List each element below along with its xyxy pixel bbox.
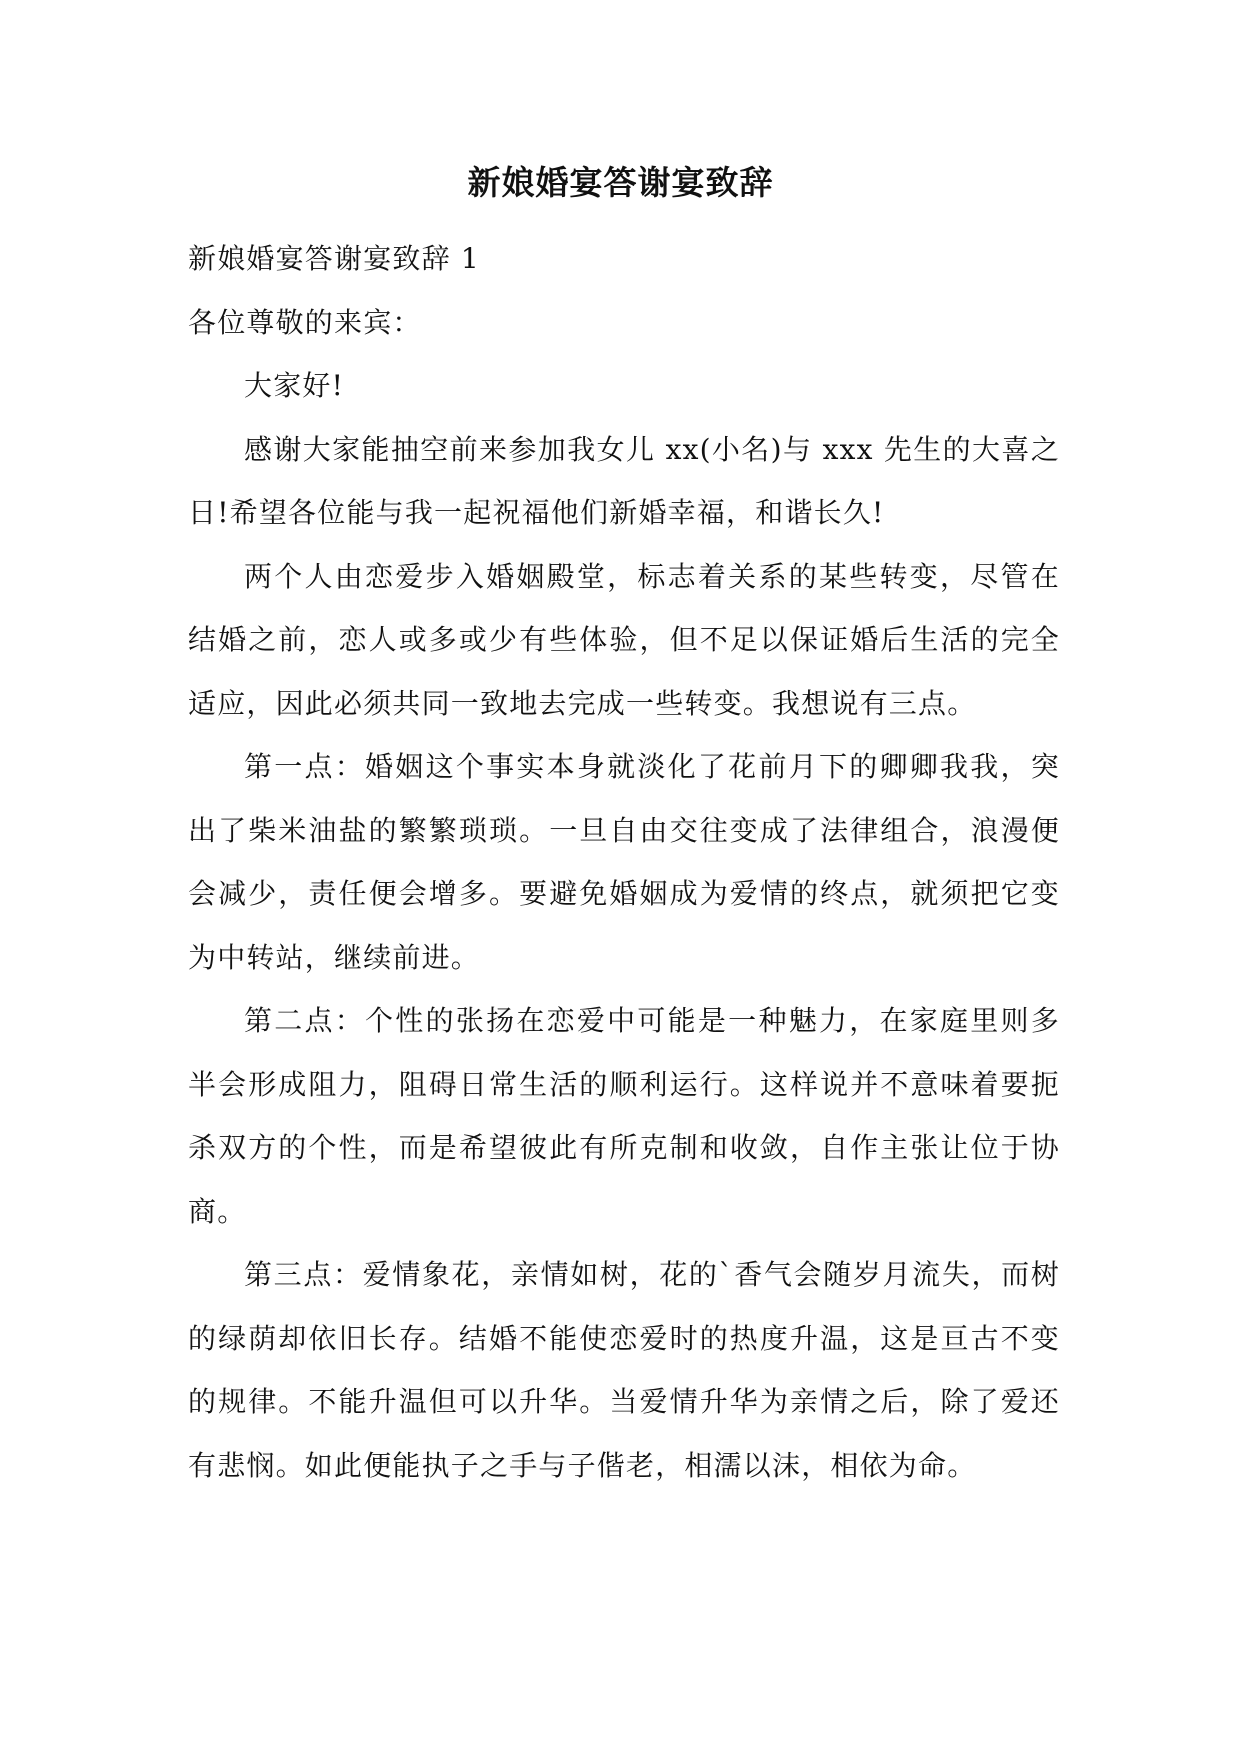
- document-body: [188, 227, 1060, 1497]
- point-one-paragraph: 第一点：婚姻这个事实本身就淡化了花前月下的卿卿我我，突出了柴米油盐的繁繁琐琐。一旦自由交往变成了法律组合，浪漫便会减少，责任便会增多。要避免婚姻成为爱情的终点，就须把它变为中转站，继续前进。: [188, 750, 1060, 974]
- document-title: 新娘婚宴答谢宴致辞: [467, 163, 774, 202]
- point-three-paragraph: 第三点：爱情象花，亲情如树，花的`香气会随岁月流失，而树的绿荫却依旧长存。结婚不能使恋爱时的热度升温，这是亘古不变的规律。不能升温但可以升华。当爱情升华为亲情之后，除了爱还有悲悯。如此便能执子之手与子偕老，相濡以沫，相依为命。: [188, 1258, 1060, 1482]
- intro-paragraph: 两个人由恋爱步入婚姻殿堂，标志着关系的某些转变，尽管在结婚之前，恋人或多或少有些体验，但不足以保证婚后生活的完全适应，因此必须共同一致地去完成一些转变。我想说有三点。: [188, 559, 1060, 720]
- point-two-paragraph: 第二点：个性的张扬在恋爱中可能是一种魅力，在家庭里则多半会形成阻力，阻碍日常生活的顺利运行。这样说并不意味着要扼杀双方的个性，而是希望彼此有所克制和收敛，自作主张让位于协商。: [188, 1004, 1060, 1228]
- section-heading: 新娘婚宴答谢宴致辞 1: [188, 242, 480, 275]
- salutation: 各位尊敬的来宾：: [188, 305, 422, 339]
- greeting-paragraph: 大家好!: [244, 369, 345, 402]
- thanks-paragraph: 感谢大家能抽空前来参加我女儿 xx(小名)与 xxx 先生的大喜之日!希望各位能与我一起祝福他们新婚幸福，和谐长久!: [188, 432, 1060, 529]
